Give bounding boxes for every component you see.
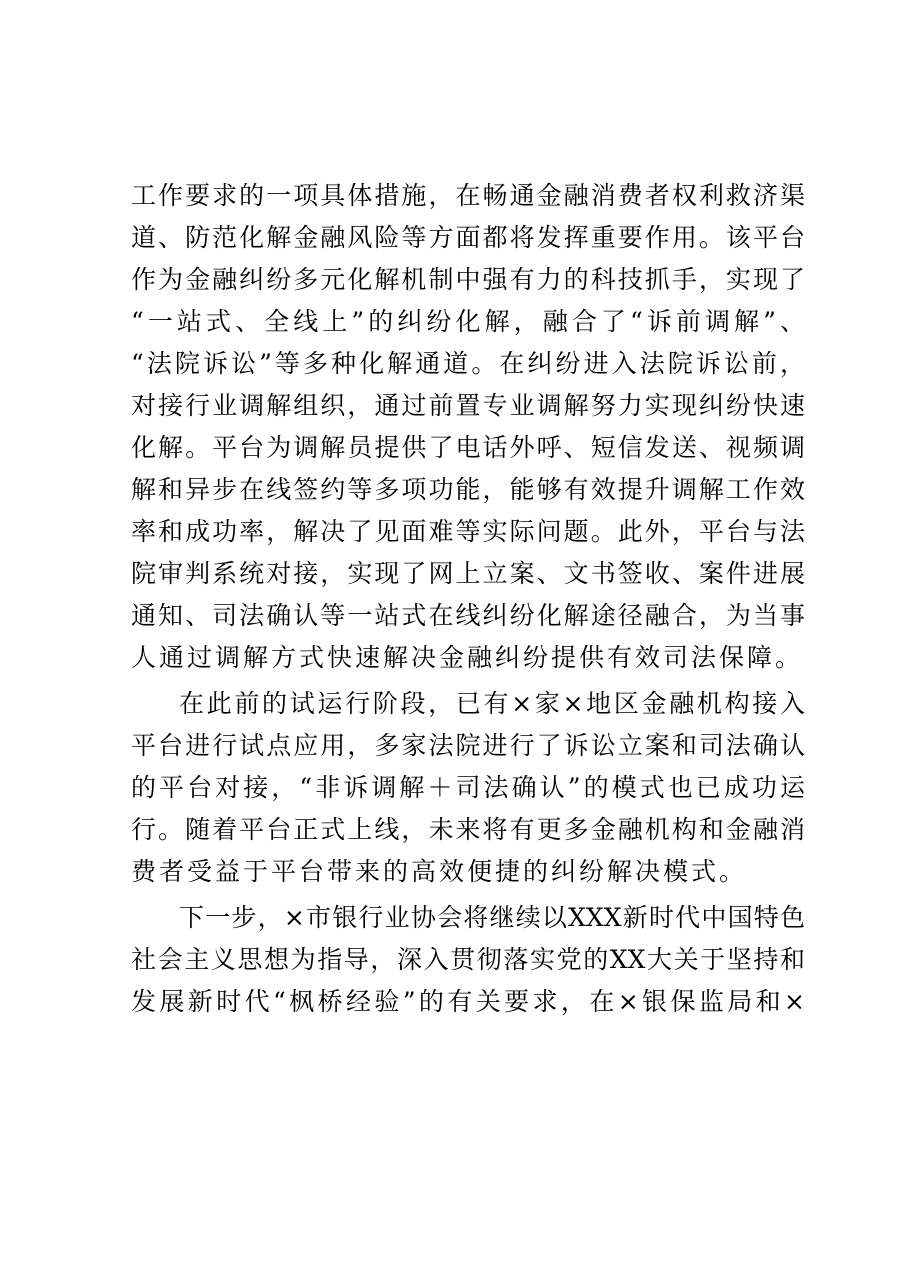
text-line: 行。随着平台正式上线，未来将有更多金融机构和金融消 xyxy=(131,815,805,844)
text-line: 人通过调解方式快速解决金融纠纷提供有效司法保障。 xyxy=(131,643,804,672)
text-line: 发展新时代“枫桥经验”的有关要求，在×银保监局和× xyxy=(131,987,805,1016)
text-line: 社会主义思想为指导，深入贯彻落实党的XX大关于坚持和 xyxy=(131,945,805,974)
text-line: 对接行业调解组织，通过前置专业调解努力实现纠纷快速 xyxy=(131,391,805,420)
paragraph-1 xyxy=(131,175,805,679)
text-line: 费者受益于平台带来的高效便捷的纠纷解决模式。 xyxy=(131,857,748,886)
text-line: “一站式、全线上”的纠纷化解，融合了“诉前调解”、 xyxy=(131,307,805,336)
paragraph-3 xyxy=(131,897,805,1023)
text-line: “法院诉讼”等多种化解通道。在纠纷进入法院诉讼前， xyxy=(131,349,805,378)
text-line: 通知、司法确认等一站式在线纠纷化解途径融合，为当事 xyxy=(131,601,805,630)
text-line: 院审判系统对接，实现了网上立案、文书签收、案件进展 xyxy=(131,559,805,588)
text-line: 的平台对接，“非诉调解＋司法确认”的模式也已成功运 xyxy=(131,773,805,802)
text-line: 工作要求的一项具体措施，在畅通金融消费者权利救济渠 xyxy=(131,181,805,210)
text-line: 率和成功率，解决了见面难等实际问题。此外，平台与法 xyxy=(131,517,805,546)
text-line: 化解。平台为调解员提供了电话外呼、短信发送、视频调 xyxy=(131,433,805,462)
text-line: 下一步，×市银行业协会将继续以XXX新时代中国特色 xyxy=(179,903,805,932)
document-body xyxy=(131,175,805,1023)
text-line: 解和异步在线签约等多项功能，能够有效提升调解工作效 xyxy=(131,475,805,504)
text-line: 平台进行试点应用，多家法院进行了诉讼立案和司法确认 xyxy=(131,731,805,760)
text-line: 道、防范化解金融风险等方面都将发挥重要作用。该平台 xyxy=(131,223,805,252)
paragraph-2 xyxy=(131,683,805,893)
text-line: 在此前的试运行阶段，已有×家×地区金融机构接入 xyxy=(179,689,805,718)
text-line: 作为金融纠纷多元化解机制中强有力的科技抓手，实现了 xyxy=(131,265,805,294)
